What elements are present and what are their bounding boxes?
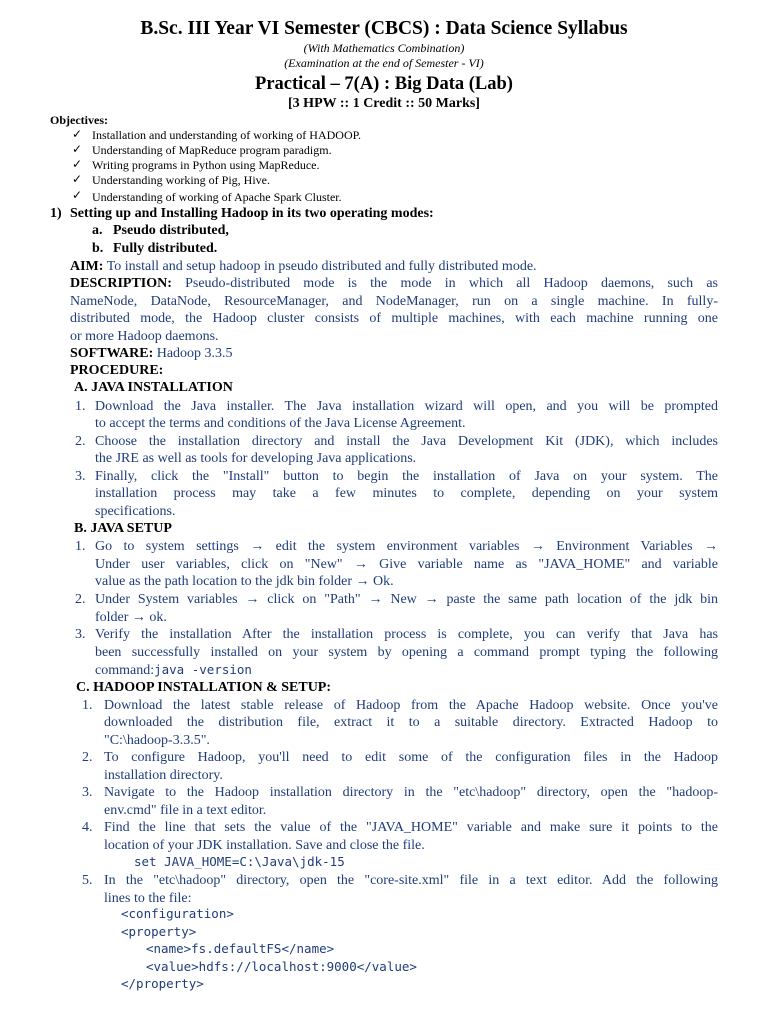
procedure-label: PROCEDURE: bbox=[70, 363, 164, 378]
command-prefix: command: bbox=[95, 663, 155, 678]
description-line: distributed mode, the Hadoop cluster consists of multiple machines, with each machine running one bbox=[70, 311, 718, 326]
objectives-heading: Objectives: bbox=[50, 113, 108, 127]
step-line: To configure Hadoop, you'll need to edit some of the configuration files in the Hadoop bbox=[104, 750, 718, 765]
step-line: value as the path location to the jdk bin folder → Ok. bbox=[95, 574, 394, 589]
step-line: Under user variables, click on "New" → Give variable name as "JAVA_HOME" and variable bbox=[95, 556, 718, 572]
section-heading: Setting up and Installing Hadoop in its two operating modes: bbox=[70, 206, 434, 221]
document-title: B.Sc. III Year VI Semester (CBCS) : Data Science Syllabus bbox=[140, 18, 628, 39]
step-line: env.cmd" file in a text editor. bbox=[104, 802, 267, 818]
step-number: 1. bbox=[75, 539, 86, 554]
checkmark-icon: ✓ bbox=[72, 142, 83, 156]
step-line: Find the line that sets the value of the "JAVA_HOME" variable and make sure it points to the bbox=[104, 820, 718, 835]
objective-item: Understanding of working of Apache Spark Cluster. bbox=[92, 190, 342, 204]
step-line: "C:\hadoop-3.3.5". bbox=[104, 732, 210, 748]
step-number: 3. bbox=[82, 785, 93, 800]
step-line: Download the Java installer. The Java installation wizard will open, and you will be prompted bbox=[95, 398, 718, 414]
aim-text: To install and setup hadoop in pseudo distributed and fully distributed mode. bbox=[106, 259, 537, 274]
xml-line: <name>fs.defaultFS</name> bbox=[146, 941, 335, 956]
description-line: NameNode, DataNode, ResourceManager, and NodeManager, run on a single machine. In fully- bbox=[70, 293, 718, 309]
step-line: Verify the installation After the installation process is complete, you can verify that Java has bbox=[95, 627, 718, 642]
step-line: folder → ok. bbox=[95, 609, 167, 625]
step-line: Navigate to the Hadoop installation directory in the "etc\hadoop" directory, open the "hadoop- bbox=[104, 785, 718, 800]
java-home-code: set JAVA_HOME=C:\Java\jdk-15 bbox=[134, 854, 345, 869]
step-line: Download the latest stable release of Hadoop from the Apache Hadoop website. Once you've bbox=[104, 697, 718, 713]
xml-line: <configuration> bbox=[121, 906, 234, 921]
java-installation-heading: A. JAVA INSTALLATION bbox=[74, 380, 233, 395]
step-line: downloaded the distribution file, extract it to a suitable directory. Extracted Hadoop to bbox=[104, 715, 718, 730]
subtitle-combination: (With Mathematics Combination) bbox=[303, 41, 465, 55]
step-line: Choose the installation directory and install the Java Development Kit (JDK), which includes bbox=[95, 433, 718, 449]
checkmark-icon: ✓ bbox=[72, 188, 83, 202]
step-line: In the "etc\hadoop" directory, open the "core-site.xml" file in a text editor. Add the following bbox=[104, 873, 718, 888]
step-line: installation process may take a few minutes to complete, depending on your system bbox=[95, 486, 718, 501]
java-version-command: java -version bbox=[154, 662, 252, 677]
description-line: or more Hadoop daemons. bbox=[70, 328, 219, 344]
software-text: Hadoop 3.3.5 bbox=[156, 346, 233, 361]
credits-line: [3 HPW :: 1 Credit :: 50 Marks] bbox=[288, 96, 480, 111]
aim-label: AIM: bbox=[70, 259, 104, 274]
software-label: SOFTWARE: bbox=[70, 346, 154, 361]
step-line: Go to system settings → edit the system environment variables → Environment Variables → bbox=[95, 539, 718, 554]
step-line: lines to the file: bbox=[104, 890, 192, 906]
section-number: 1) bbox=[50, 206, 62, 221]
step-number: 3. bbox=[75, 468, 86, 484]
step-line: location of your JDK installation. Save and close the file. bbox=[104, 837, 425, 853]
objective-item: Understanding of MapReduce program paradigm. bbox=[92, 143, 332, 157]
mode-letter: a. bbox=[92, 223, 103, 238]
description-text: Pseudo-distributed mode is the mode in which all Hadoop daemons, such as bbox=[185, 276, 718, 291]
step-line: Finally, click the "Install" button to begin the installation of Java on your system. The bbox=[95, 468, 718, 484]
step-line: Under System variables → click on "Path" → New → paste the same path location of the jdk bin bbox=[95, 592, 718, 607]
checkmark-icon: ✓ bbox=[72, 127, 83, 141]
subtitle-examination: (Examination at the end of Semester - VI) bbox=[284, 56, 484, 70]
objective-item: Writing programs in Python using MapReduce. bbox=[92, 158, 320, 172]
step-number: 2. bbox=[75, 433, 86, 449]
step-line: the JRE as well as tools for developing Java applications. bbox=[95, 451, 417, 466]
practical-title: Practical – 7(A) : Big Data (Lab) bbox=[255, 74, 513, 94]
objective-item: Installation and understanding of working of HADOOP. bbox=[92, 128, 361, 142]
step-number: 1. bbox=[82, 697, 93, 713]
step-line bbox=[95, 661, 252, 680]
step-number: 2. bbox=[75, 592, 86, 607]
step-number: 4. bbox=[82, 820, 93, 835]
mode-letter: b. bbox=[92, 241, 104, 256]
java-setup-heading: B. JAVA SETUP bbox=[74, 521, 172, 536]
description-label: DESCRIPTION: bbox=[70, 276, 172, 291]
mode-fully: Fully distributed. bbox=[113, 241, 218, 256]
step-line: been successfully installed on your system by opening a command prompt typing the following bbox=[95, 644, 718, 660]
step-number: 3. bbox=[75, 627, 86, 642]
xml-line: <property> bbox=[121, 923, 197, 939]
objective-item: Understanding working of Pig, Hive. bbox=[92, 173, 270, 187]
software-line bbox=[70, 345, 233, 363]
checkmark-icon: ✓ bbox=[72, 172, 83, 186]
description-line-1 bbox=[70, 275, 718, 293]
step-line: to accept the terms and conditions of the Java License Agreement. bbox=[95, 416, 466, 431]
step-number: 5. bbox=[82, 873, 93, 888]
aim-line bbox=[70, 258, 537, 276]
checkmark-icon: ✓ bbox=[72, 157, 83, 171]
xml-line: <value>hdfs://localhost:9000</value> bbox=[146, 958, 417, 974]
step-line: installation directory. bbox=[104, 767, 223, 783]
step-number: 2. bbox=[82, 750, 93, 765]
xml-line: </property> bbox=[121, 976, 204, 991]
step-line: specifications. bbox=[95, 503, 176, 519]
hadoop-setup-heading: C. HADOOP INSTALLATION & SETUP: bbox=[76, 680, 332, 695]
step-number: 1. bbox=[75, 398, 86, 414]
mode-pseudo: Pseudo distributed, bbox=[113, 223, 229, 238]
